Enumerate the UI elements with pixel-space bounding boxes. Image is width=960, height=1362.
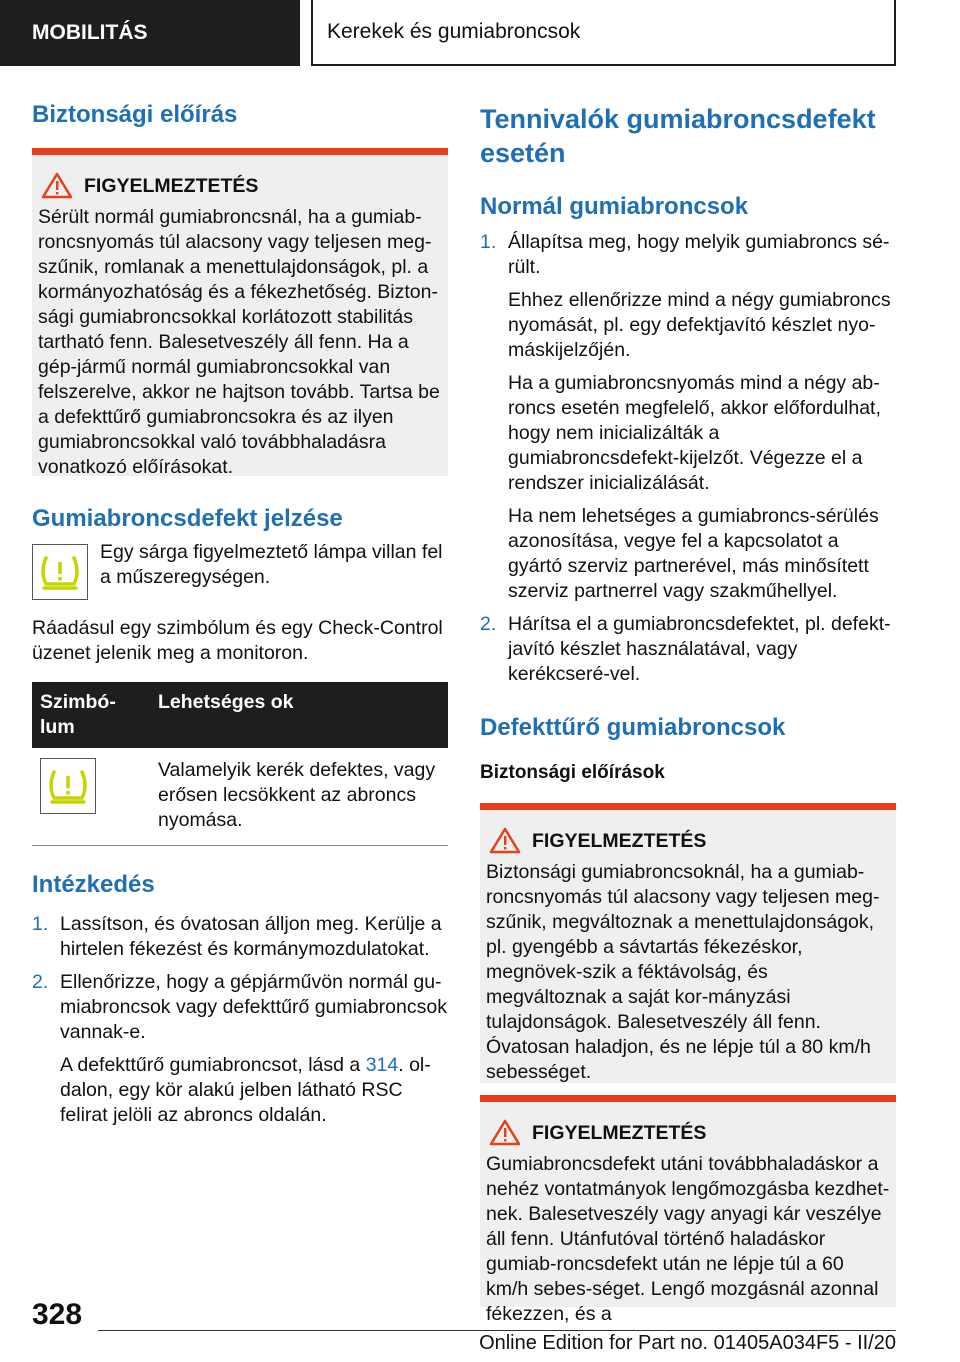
left-column xyxy=(32,100,448,1128)
chapter-title: Kerekek és gumiabroncsok xyxy=(311,0,896,66)
normal-tires-heading: Normál gumiabroncsok xyxy=(480,193,749,220)
page-number: 328 xyxy=(32,1298,83,1331)
runflat-subheading: Biztonsági előírások xyxy=(480,762,665,783)
warning-text: Biztonsági gumiabroncsoknál, ha a gumiab‐roncsnyomás túl alacsony vagy teljesen meg‐szűnik, megváltoznak a menettulajdonságok, pl. gyengébb a sávtartás fékezéskor, megnövek‐szik a féktávolság, és megváltoznak a saját kor‐mányzási tulajdonságok. Balesetveszély áll fenn. Óvatosan haladjon, és ne lépje túl a 80 km/h sebességet. xyxy=(486,861,880,1083)
tire-pressure-icon xyxy=(40,758,96,814)
table-row xyxy=(32,748,448,846)
footer-divider xyxy=(98,1330,896,1331)
section-tab: MOBILITÁS xyxy=(0,0,300,66)
symbol-table xyxy=(32,682,448,846)
warning-box xyxy=(480,803,896,1083)
warning-triangle-icon xyxy=(486,1118,524,1148)
main-heading: Tennivalók gumiabroncsdefekt esetén xyxy=(480,104,876,168)
warning-title: FIGYELMEZTETÉS xyxy=(532,829,707,852)
warning-triangle-icon xyxy=(38,171,76,201)
table-header-cause: Lehetséges ok xyxy=(150,682,448,748)
warning-box xyxy=(480,1095,896,1325)
table-cell-cause: Valamelyik kerék defektes, vagy erősen lecsökkent az abroncs nyomása. xyxy=(150,748,448,846)
runflat-heading: Defekttűrő gumiabroncsok xyxy=(480,714,786,741)
warning-title: FIGYELMEZTETÉS xyxy=(532,1121,707,1144)
warning-title: FIGYELMEZTETÉS xyxy=(84,174,259,197)
warning-triangle-icon xyxy=(486,826,524,856)
list-item: 2. Ellenőrizze, hogy a gépjárművön normál gu‐miabroncsok vagy defekttűrő gumiabroncsok vannak-e. A defekttűrő gumiabroncsot, lásd a 314. ol‐dalon, egy kör alakú jelben látható RSC felirat jelöli az abroncs oldalán. xyxy=(32,971,447,1126)
list-item: 1. Állapítsa meg, hogy melyik gumiabroncs sé‐rült. Ehhez ellenőrizze mind a négy gumiabroncs nyomását, pl. egy defektjavító készlet nyo‐máskijelzőjén. Ha a gumiabroncsnyomás mind a négy ab‐roncs esetén megfelelő, akkor előfordulhat, hogy nem inicializálták a gumiabroncsdefekt‐kijelzőt. Végezze el a rendszer inicializálását. Ha nem lehetséges a gumiabroncs-sérülés azonosítása, vegye fel a kapcsolatot a gyártó szerviz partnerével, más minősített szerviz partnerrel vagy szakműhellyel. xyxy=(480,231,891,602)
list-item: 1. Lassítson, és óvatosan álljon meg. Kerülje a hirtelen fékezést és kormánymozdulatokat. xyxy=(32,913,442,960)
safety-heading: Biztonsági előírás xyxy=(32,101,238,128)
actions-heading: Intézkedés xyxy=(32,871,155,898)
actions-list xyxy=(32,912,448,1128)
table-header-symbol: Szimbó‐lum xyxy=(32,682,150,748)
extra-text: Ráadásul egy szimbólum és egy Check-Control üzenet jelenik meg a monitoron. xyxy=(32,617,443,664)
normal-steps-list xyxy=(480,230,896,687)
indicator-text: Egy sárga figyelmeztető lámpa villan fel a műszeregységen. xyxy=(100,541,443,588)
indicator-heading: Gumiabroncsdefekt jelzése xyxy=(32,505,343,532)
tire-pressure-icon xyxy=(32,544,88,600)
right-column xyxy=(480,100,896,1325)
indicator-row xyxy=(32,540,448,600)
warning-box xyxy=(32,148,448,476)
page-reference-link[interactable]: 314 xyxy=(365,1054,399,1076)
page-header xyxy=(0,0,960,66)
list-item: 2. Hárítsa el a gumiabroncsdefektet, pl. defekt‐javító készlet használatával, vagy kerékcseré‐vel. xyxy=(480,613,891,685)
warning-text: Sérült normál gumiabroncsnál, ha a gumiab‐roncsnyomás túl alacsony vagy teljesen meg‐szűnik, romlanak a menettulajdonságok, pl. a kormányozhatóság és a fékezhetőség. Bizton‐sági gumiabroncsokkal korlátozott stabilitás tartható fenn. Balesetveszély áll fenn. Ha a gép‐jármű normál gumiabroncsokkal van felszerelve, akkor ne hajtson tovább. Tartsa be a defekttűrő gumiabroncsokra és az ilyen gumiabroncsokkal való továbbhaladásra vonatkozó előírásokat. xyxy=(38,206,440,478)
edition-note: Online Edition for Part no. 01405A034F5 - II/20 xyxy=(479,1332,896,1354)
warning-text: Gumiabroncsdefekt utáni továbbhaladáskor a nehéz vontatmányok lengőmozgásba kezdhet‐nek. Balesetveszély vagy anyagi kár veszélye áll fenn. Utánfutóval történő haladáskor gumiab‐roncsdefekt után ne lépje túl a 60 km/h sebes‐séget. Lengő mozgásnál azonnal fékezzen, és a xyxy=(486,1153,890,1325)
